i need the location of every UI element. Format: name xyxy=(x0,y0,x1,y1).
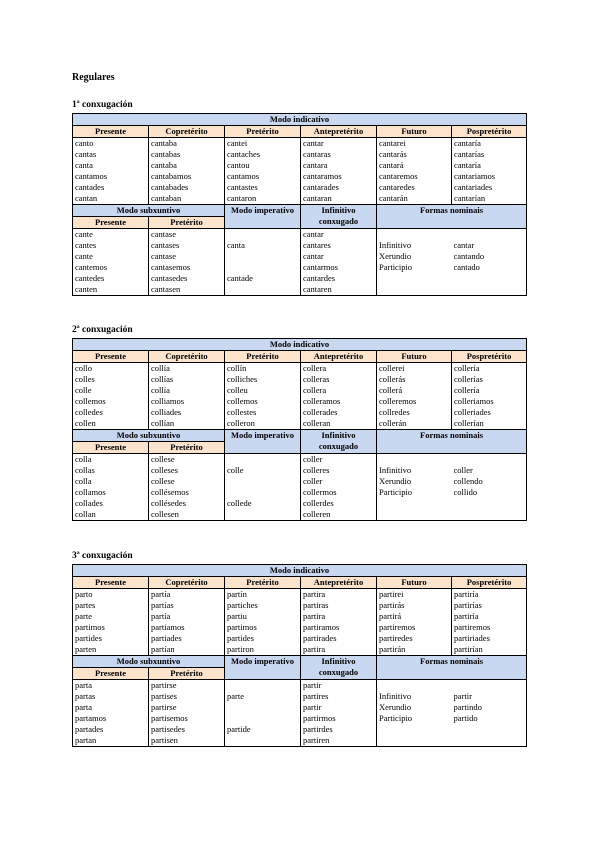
verb-form: cantará xyxy=(379,160,404,170)
verb-form xyxy=(379,454,450,465)
imperative-column xyxy=(225,680,301,747)
verb-form: cantasedes xyxy=(151,273,188,283)
indicative-column xyxy=(149,589,225,656)
verb-form: cantas xyxy=(75,149,97,159)
verb-form: cantaremos xyxy=(379,171,418,181)
verb-form: collerás xyxy=(379,374,406,384)
verb-form: cantaban xyxy=(151,193,182,203)
conjugated-infinitive-column xyxy=(301,454,377,521)
verb-form: cantase xyxy=(151,229,177,239)
verb-form: canta xyxy=(75,160,93,170)
verb-form: collésemos xyxy=(151,487,189,497)
verb-form: Xerundio xyxy=(379,251,412,261)
verb-form xyxy=(454,735,525,746)
verb-form: colle xyxy=(227,465,244,475)
subjunctive-preterite-column xyxy=(149,680,225,747)
verb-form: partides xyxy=(75,633,102,643)
nominal-form-value-column xyxy=(452,680,527,747)
verb-form: colleras xyxy=(303,374,330,384)
tense-header: Presente xyxy=(73,351,149,363)
conjugated-infinitive-column xyxy=(301,229,377,296)
indicative-mood-header: Modo indicativo xyxy=(73,114,527,126)
verb-form: partiamos xyxy=(151,622,185,632)
verb-form: collerades xyxy=(303,407,338,417)
verb-form xyxy=(379,498,450,509)
verb-form xyxy=(454,284,525,295)
verb-form: partir xyxy=(303,702,322,712)
conjugation-title: 1ª conxugación xyxy=(72,100,133,110)
verb-form: canten xyxy=(75,284,98,294)
verb-form: cantando xyxy=(453,251,485,261)
verb-form: colla xyxy=(75,454,92,464)
verb-form: collermos xyxy=(303,487,337,497)
verb-form: cantase xyxy=(151,251,177,261)
verb-form: colledes xyxy=(75,407,103,417)
verb-form xyxy=(227,251,298,262)
nominal-forms-header: Formas nominais xyxy=(377,205,527,229)
indicative-column xyxy=(225,363,301,430)
tense-header: Copretérito xyxy=(149,126,225,138)
tense-header: Antepretérito xyxy=(301,126,377,138)
verb-form: collerdes xyxy=(303,498,334,508)
tense-header: Copretérito xyxy=(149,577,225,589)
verb-form: partan xyxy=(75,735,97,745)
verb-form: partides xyxy=(227,633,254,643)
verb-form: colleriamos xyxy=(454,396,494,406)
verb-form: partira xyxy=(303,589,326,599)
verb-form xyxy=(454,229,525,240)
subjunctive-tense-header: Pretérito xyxy=(149,217,225,229)
tense-header: Copretérito xyxy=(149,351,225,363)
indicative-column xyxy=(149,138,225,205)
verb-form: partirse xyxy=(151,702,177,712)
verb-form: collese xyxy=(151,454,175,464)
verb-form: cantaría xyxy=(454,138,481,148)
verb-form: cantabamos xyxy=(151,171,192,181)
subjunctive-tense-header: Pretérito xyxy=(149,668,225,680)
verb-form: partirades xyxy=(303,633,337,643)
verb-form: cantou xyxy=(227,160,250,170)
verb-form: cantasemos xyxy=(151,262,191,272)
verb-form: collésedes xyxy=(151,498,186,508)
tense-header: Pospretérito xyxy=(452,126,527,138)
verb-form: partirse xyxy=(151,680,177,690)
verb-form: partira xyxy=(303,644,326,654)
verb-form xyxy=(227,454,298,465)
verb-form: partises xyxy=(151,691,177,701)
subjunctive-tense-header: Pretérito xyxy=(149,442,225,454)
verb-form: collerán xyxy=(379,418,407,428)
verb-form xyxy=(454,509,525,520)
verb-form xyxy=(454,724,525,735)
verb-form: partamos xyxy=(75,713,107,723)
subjunctive-tense-header: Presente xyxy=(73,217,149,229)
verb-form: partiches xyxy=(227,600,258,610)
verb-form: collan xyxy=(75,509,96,519)
verb-form xyxy=(379,735,450,746)
imperative-mood-header: Modo imperativo xyxy=(225,205,301,229)
verb-form: cantar xyxy=(303,229,324,239)
verb-form: collamos xyxy=(75,487,106,497)
verb-form: cantan xyxy=(75,193,98,203)
verb-form: parta xyxy=(75,702,92,712)
verb-form: cantaren xyxy=(303,284,332,294)
verb-form: parta xyxy=(75,680,92,690)
verb-form: partas xyxy=(75,691,96,701)
verb-form: parte xyxy=(227,691,244,701)
verb-form xyxy=(227,284,298,295)
verb-form: partía xyxy=(151,589,171,599)
verb-form xyxy=(379,724,450,735)
verb-form: partías xyxy=(151,600,174,610)
verb-form: partes xyxy=(75,600,96,610)
verb-form: partimos xyxy=(75,622,105,632)
verb-form: collades xyxy=(75,498,103,508)
verb-form: collerá xyxy=(379,385,403,395)
verb-form: colle xyxy=(75,385,92,395)
verb-form: partir xyxy=(453,691,472,701)
imperative-column xyxy=(225,454,301,521)
verb-form: Participio xyxy=(379,262,413,272)
verb-form: cantes xyxy=(75,240,97,250)
subjunctive-preterite-column xyxy=(149,229,225,296)
verb-form: colleu xyxy=(227,385,248,395)
verb-form: cantares xyxy=(303,240,331,250)
tense-header: Antepretérito xyxy=(301,577,377,589)
verb-form: partiu xyxy=(227,611,247,621)
tense-header: Pospretérito xyxy=(452,577,527,589)
verb-form xyxy=(227,509,298,520)
conjugation-table xyxy=(72,564,527,747)
verb-form: collemos xyxy=(227,396,258,406)
verb-form: cantarei xyxy=(379,138,406,148)
verb-form: collemos xyxy=(75,396,106,406)
indicative-column xyxy=(73,138,149,205)
verb-form: collerían xyxy=(454,418,484,428)
tense-header: Pretérito xyxy=(225,126,301,138)
verb-form: Infinitivo xyxy=(379,691,412,701)
verb-form: cantara xyxy=(303,160,328,170)
verb-form: partirás xyxy=(379,600,405,610)
verb-form: coller xyxy=(453,465,473,475)
nominal-form-label-column xyxy=(377,454,452,521)
tense-header: Presente xyxy=(73,577,149,589)
verb-form xyxy=(227,735,298,746)
verb-form: partisen xyxy=(151,735,178,745)
verb-form: cantaba xyxy=(151,160,177,170)
verb-form: colleran xyxy=(303,418,331,428)
verb-form: partades xyxy=(75,724,104,734)
verb-form: collese xyxy=(151,476,175,486)
verb-form xyxy=(379,680,450,691)
verb-form: collede xyxy=(227,498,252,508)
verb-form: colleren xyxy=(303,509,331,519)
verb-form: collesen xyxy=(151,509,179,519)
verb-form: cantariades xyxy=(454,182,493,192)
tense-header: Presente xyxy=(73,126,149,138)
verb-form: cantaramos xyxy=(303,171,342,181)
verb-form: coller xyxy=(303,454,323,464)
verb-form: collería xyxy=(454,363,480,373)
verb-form: collas xyxy=(75,465,95,475)
verb-form: cantabades xyxy=(151,182,189,192)
verb-form: cantaredes xyxy=(379,182,415,192)
subjunctive-tense-header: Presente xyxy=(73,668,149,680)
conjugation-table xyxy=(72,338,527,521)
verb-form: colles xyxy=(75,374,95,384)
verb-form: cantamos xyxy=(75,171,108,181)
verb-form: partide xyxy=(227,724,251,734)
verb-form: parte xyxy=(75,611,92,621)
subjunctive-present-column xyxy=(73,454,149,521)
verb-form: partiramos xyxy=(303,622,340,632)
verb-form: collen xyxy=(75,418,96,428)
verb-form: colliches xyxy=(227,374,258,384)
indicative-mood-header: Modo indicativo xyxy=(73,339,527,351)
indicative-column xyxy=(301,589,377,656)
verb-form: cante xyxy=(75,229,93,239)
verb-form: collerei xyxy=(379,363,405,373)
verb-form xyxy=(454,680,525,691)
verb-form: collestes xyxy=(227,407,257,417)
indicative-column xyxy=(73,363,149,430)
indicative-column xyxy=(452,363,527,430)
verb-form: Participio xyxy=(379,713,413,723)
tense-header: Futuro xyxy=(377,126,452,138)
verb-form: collía xyxy=(151,385,170,395)
verb-form: partimos xyxy=(227,622,257,632)
conjugation-table xyxy=(72,113,527,296)
verb-form xyxy=(379,509,450,520)
verb-form: partían xyxy=(151,644,175,654)
verb-form: cantaron xyxy=(227,193,257,203)
verb-form: cantaba xyxy=(151,138,177,148)
verb-form: colleramos xyxy=(303,396,341,406)
verb-form: Xerundio xyxy=(379,476,412,486)
verb-form: partía xyxy=(151,611,171,621)
indicative-column xyxy=(73,589,149,656)
tense-header: Futuro xyxy=(377,351,452,363)
verb-form: partiriades xyxy=(454,633,490,643)
page-title: Regulares xyxy=(72,72,115,83)
verb-form: cantaras xyxy=(303,149,331,159)
indicative-column xyxy=(377,589,452,656)
verb-form: cantamos xyxy=(227,171,260,181)
verb-form: partirmos xyxy=(303,713,336,723)
verb-form: partires xyxy=(303,691,329,701)
indicative-column xyxy=(149,363,225,430)
subjunctive-present-column xyxy=(73,680,149,747)
verb-form: cantabas xyxy=(151,149,181,159)
indicative-column xyxy=(301,363,377,430)
verb-form: partiren xyxy=(303,735,330,745)
verb-form: cantaches xyxy=(227,149,261,159)
verb-form: canta xyxy=(227,240,245,250)
verb-form: cantases xyxy=(151,240,180,250)
verb-form: cantarmos xyxy=(303,262,338,272)
verb-form: colleses xyxy=(151,465,178,475)
tense-header: Pospretérito xyxy=(452,351,527,363)
verb-form: partirá xyxy=(379,611,402,621)
subjunctive-tense-header: Presente xyxy=(73,442,149,454)
verb-form: cantarades xyxy=(303,182,339,192)
verb-form: partirei xyxy=(379,589,404,599)
indicative-mood-header: Modo indicativo xyxy=(73,565,527,577)
verb-form xyxy=(227,713,298,724)
verb-form: partirdes xyxy=(303,724,333,734)
nominal-form-label-column xyxy=(377,229,452,296)
verb-form: collido xyxy=(453,487,478,497)
verb-form: cantarían xyxy=(454,193,486,203)
verb-form: collía xyxy=(151,363,170,373)
verb-form: colleron xyxy=(227,418,255,428)
verb-form: cantariamos xyxy=(454,171,496,181)
verb-form: cantarías xyxy=(454,149,485,159)
imperative-column xyxy=(225,229,301,296)
verb-form: partir xyxy=(303,680,322,690)
verb-form xyxy=(379,273,450,284)
indicative-column xyxy=(225,138,301,205)
verb-form: colliamos xyxy=(151,396,185,406)
verb-form: partirán xyxy=(379,644,406,654)
verb-form: partiría xyxy=(454,589,479,599)
verb-form: partirías xyxy=(454,600,482,610)
tense-header: Pretérito xyxy=(225,577,301,589)
indicative-column xyxy=(452,589,527,656)
imperative-mood-header: Modo imperativo xyxy=(225,430,301,454)
verb-form: colla xyxy=(75,476,92,486)
imperative-mood-header: Modo imperativo xyxy=(225,656,301,680)
verb-form: collerías xyxy=(454,374,483,384)
verb-form: cantade xyxy=(227,273,253,283)
subjunctive-preterite-column xyxy=(149,454,225,521)
verb-form: partiades xyxy=(151,633,182,643)
verb-form: collían xyxy=(151,418,175,428)
verb-form: cantarán xyxy=(379,193,408,203)
verb-form xyxy=(379,284,450,295)
verb-form: Xerundio xyxy=(379,702,412,712)
verb-form xyxy=(454,454,525,465)
indicative-column xyxy=(452,138,527,205)
verb-form: Infinitivo xyxy=(379,465,412,475)
indicative-column xyxy=(377,138,452,205)
verb-form xyxy=(454,273,525,284)
verb-form: cantardes xyxy=(303,273,336,283)
verb-form: Participio xyxy=(379,487,413,497)
verb-form: collera xyxy=(303,385,327,395)
verb-form: colliades xyxy=(151,407,182,417)
verb-form: collería xyxy=(454,385,480,395)
verb-form: collo xyxy=(75,363,92,373)
verb-form xyxy=(379,229,450,240)
tense-header: Antepretérito xyxy=(301,351,377,363)
verb-form: partiremos xyxy=(379,622,416,632)
conjugation-title: 3ª conxugación xyxy=(72,551,133,561)
verb-form: cantedes xyxy=(75,273,105,283)
tense-header: Futuro xyxy=(377,577,452,589)
verb-form: cantarás xyxy=(379,149,407,159)
nominal-form-value-column xyxy=(452,454,527,521)
indicative-column xyxy=(301,138,377,205)
verb-form: partín xyxy=(227,589,247,599)
nominal-form-value-column xyxy=(452,229,527,296)
verb-form: cantaran xyxy=(303,193,332,203)
verb-form: partira xyxy=(303,611,326,621)
verb-form: cantaría xyxy=(454,160,481,170)
conjugated-infinitive-column xyxy=(301,680,377,747)
verb-form: cantar xyxy=(303,251,324,261)
verb-form: parten xyxy=(75,644,97,654)
verb-form xyxy=(227,702,298,713)
subjunctive-mood-header: Modo subxuntivo xyxy=(73,656,225,668)
verb-form xyxy=(227,487,298,498)
nominal-forms-header: Formas nominais xyxy=(377,430,527,454)
verb-form: colleres xyxy=(303,465,330,475)
verb-form: partido xyxy=(453,713,478,723)
verb-form: colleriades xyxy=(454,407,491,417)
verb-form: Infinitivo xyxy=(379,240,412,250)
subjunctive-mood-header: Modo subxuntivo xyxy=(73,430,225,442)
verb-form: collera xyxy=(303,363,327,373)
verb-form: coller xyxy=(303,476,323,486)
verb-form: partisedes xyxy=(151,724,185,734)
conjugated-infinitive-header: Infinitivo conxugado xyxy=(301,656,377,680)
verb-form: partiras xyxy=(303,600,329,610)
verb-form: parto xyxy=(75,589,93,599)
tense-header: Pretérito xyxy=(225,351,301,363)
verb-form: collías xyxy=(151,374,174,384)
indicative-column xyxy=(377,363,452,430)
conjugated-infinitive-header: Infinitivo conxugado xyxy=(301,430,377,454)
verb-form: collredes xyxy=(379,407,410,417)
verb-form xyxy=(227,476,298,487)
verb-form: partisemos xyxy=(151,713,188,723)
verb-form: collendo xyxy=(453,476,483,486)
verb-form: partiría xyxy=(454,611,479,621)
verb-form: cantastes xyxy=(227,182,258,192)
verb-form: cantemos xyxy=(75,262,108,272)
verb-form: cantasen xyxy=(151,284,181,294)
verb-form: partindo xyxy=(453,702,482,712)
indicative-column xyxy=(225,589,301,656)
verb-form: colleremos xyxy=(379,396,417,406)
verb-form: cantar xyxy=(303,138,324,148)
verb-form: partirían xyxy=(454,644,483,654)
verb-form: partiremos xyxy=(454,622,491,632)
verb-form xyxy=(227,229,298,240)
verb-form: cantado xyxy=(453,262,480,272)
verb-form: cantades xyxy=(75,182,105,192)
verb-form: cantar xyxy=(453,240,475,250)
subjunctive-present-column xyxy=(73,229,149,296)
verb-form: canto xyxy=(75,138,94,148)
nominal-form-label-column xyxy=(377,680,452,747)
verb-form: cante xyxy=(75,251,93,261)
nominal-forms-header: Formas nominais xyxy=(377,656,527,680)
verb-form xyxy=(227,680,298,691)
conjugated-infinitive-header: Infinitivo conxugado xyxy=(301,205,377,229)
subjunctive-mood-header: Modo subxuntivo xyxy=(73,205,225,217)
verb-form xyxy=(454,498,525,509)
verb-form: partiredes xyxy=(379,633,413,643)
verb-form: partiron xyxy=(227,644,254,654)
verb-form: collín xyxy=(227,363,247,373)
verb-form xyxy=(227,262,298,273)
verb-form: cantei xyxy=(227,138,248,148)
conjugation-title: 2ª conxugación xyxy=(72,325,133,335)
